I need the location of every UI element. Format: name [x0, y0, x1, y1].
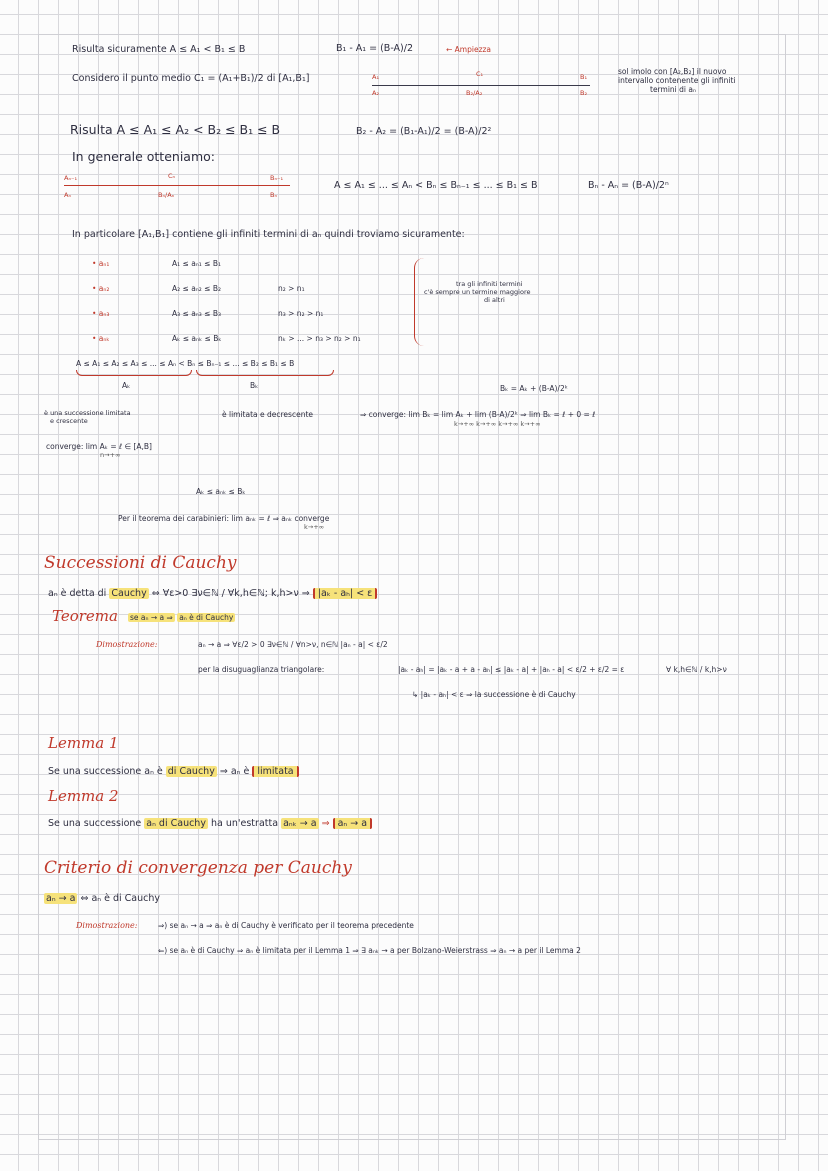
row3-ineq: A₃ ≤ aₙ₃ ≤ B₃	[172, 309, 221, 318]
criterio-hl: aₙ → a	[46, 893, 76, 904]
dim-line-3: ↳ |aₖ - aₕ| < ε ⇒ la successione è di Cauchy	[412, 690, 576, 699]
bk-label: Bₖ	[250, 381, 259, 390]
criterio-dim-label: Dimostrazione:	[76, 921, 138, 930]
brace-note-2: c'è sempre un termine maggiore	[424, 288, 531, 296]
formula-b1-a1: B₁ - A₁ = (B-A)/2	[336, 43, 413, 54]
lemma1-box: limitata	[252, 766, 298, 777]
heading-cauchy: Successioni di Cauchy	[44, 553, 237, 573]
chain-inequality-2: A ≤ A₁ ≤ A₂ ≤ A₃ ≤ ... ≤ Aₙ < Bₙ ≤ Bₙ₋₁ ≤ ... ≤ B₂ ≤ B₁ ≤ B	[76, 359, 295, 368]
chain-inequality: A ≤ A₁ ≤ ... ≤ Aₙ < Bₙ ≤ Bₙ₋₁ ≤ ... ≤ B₁ ≤ B	[334, 180, 538, 191]
row4-cond: nₖ > ... > n₃ > n₂ > n₁	[278, 334, 361, 343]
lemma2-arrow: ⇒	[321, 818, 330, 829]
row2-term: • aₙ₂	[92, 284, 110, 293]
formula-bn-an: Bₙ - Aₙ = (B-A)/2ⁿ	[588, 180, 669, 191]
teorema-heading: Teorema	[52, 607, 118, 625]
seg2-an1: Aₙ₋₁	[64, 174, 78, 182]
criterio-proof-2: ⇐) se aₙ è di Cauchy ⇒ aₙ è limitata per il Lemma 1 ⇒ ∃ aₙₖ → a per Bolzano-Weierstrass ⇒ aₙ → a per il Lemma 2	[158, 946, 581, 955]
ak-label: Aₖ	[122, 381, 131, 390]
rows-brace	[414, 258, 425, 346]
lemma2-box: aₙ → a	[333, 818, 372, 829]
bk-formula: Bₖ = Aₖ + (B-A)/2ᵏ	[500, 384, 568, 393]
ak-brace	[76, 370, 192, 376]
lemma2-heading: Lemma 2	[48, 787, 119, 805]
carabinieri-line: Per il teorema dei carabinieri: lim aₙₖ = ℓ ⇒ aₙₖ converge	[118, 514, 330, 523]
seg2-an: Aₙ	[64, 191, 72, 199]
lemma1-pre: Se una successione aₙ è	[48, 766, 163, 777]
seg1-a2: A₂	[372, 89, 380, 97]
left-note-2: e crescente	[50, 417, 88, 425]
carabinieri-sub: k→+∞	[304, 523, 325, 531]
seg1-a1: A₁	[372, 73, 380, 81]
statement-line1: Risulta sicuramente A ≤ A₁ < B₁ ≤ B	[72, 44, 246, 55]
bk-brace	[196, 370, 334, 376]
formula-b2-a2: B₂ - A₂ = (B₁-A₁)/2 = (B-A)/2²	[356, 126, 492, 137]
criterio-heading: Criterio di convergenza per Cauchy	[44, 858, 352, 878]
converge-left: converge: lim Aₖ = ℓ ∈ [A,B]	[46, 442, 152, 451]
row3-cond: n₃ > n₂ > n₁	[278, 309, 324, 318]
teo-hl: aₙ è di Cauchy	[179, 613, 234, 622]
teo-pre: se aₙ → a ⇒	[130, 613, 173, 622]
sandwich-ineq: Aₖ ≤ aₙₖ ≤ Bₖ	[196, 487, 246, 496]
criterio-post: ⇔ aₙ è di Cauchy	[80, 893, 160, 904]
seg2-bnan: Bₙ/Aₙ	[158, 191, 175, 199]
mid-note: è limitata e decrescente	[222, 410, 313, 419]
lemma1-heading: Lemma 1	[48, 734, 119, 752]
dim-label-1: Dimostrazione:	[96, 640, 158, 649]
brace-note-1: tra gli infiniti termini	[456, 280, 523, 288]
def-pre: aₙ è detta di	[48, 588, 107, 599]
teorema-statement	[128, 613, 235, 622]
seg1-b2: B₂	[580, 89, 588, 97]
dim-line-2: |aₖ - aₕ| = |aₖ - a + a - aₕ| ≤ |aₖ - a| + |aₕ - a| < ε/2 + ε/2 = ε	[398, 665, 625, 674]
side-note-3: termini di aₙ	[650, 85, 696, 94]
side-note-2: intervallo contenente gli infiniti	[618, 76, 736, 85]
seg1-b2a2: B₂/A₂	[466, 89, 483, 97]
dim-line-1: aₙ → a ⇒ ∀ε/2 > 0 ∃ν∈ℕ / ∀n>ν, n∈ℕ |aₙ - a| < ε/2	[198, 640, 388, 649]
converge-note: ⇒ converge: lim Bₖ = lim Aₖ + lim (B-A)/2ᵏ ⇒ lim Bₖ = ℓ + 0 = ℓ	[360, 410, 596, 419]
row2-ineq: A₂ ≤ aₙ₂ ≤ B₂	[172, 284, 221, 293]
def-cauchy-word: Cauchy	[111, 588, 147, 599]
lemma2-mid: ha un'estratta	[211, 818, 279, 829]
converge-left-sub: n→+∞	[100, 451, 121, 459]
seg2-bn: Bₙ	[270, 191, 278, 199]
row1-term: • aₙ₁	[92, 259, 110, 268]
statement-line3: Risulta A ≤ A₁ ≤ A₂ < B₂ ≤ B₁ ≤ B	[70, 122, 281, 137]
dim-line-2-cond: ∀ k,h∈ℕ / k,h>ν	[666, 665, 727, 674]
lemma2-pre: Se una successione	[48, 818, 142, 829]
criterio-proof-1: ⇒) se aₙ → a ⇒ aₙ è di Cauchy è verificato per il teorema precedente	[158, 921, 414, 930]
def-box: |aₖ - aₕ| < ε	[313, 588, 378, 599]
segment-2	[64, 185, 290, 186]
statement-line5: In particolare [A₁,B₁] contiene gli infiniti termini di aₙ quindi troviamo sicuramente:	[72, 229, 465, 240]
statement-line4: In generale otteniamo:	[72, 149, 215, 164]
lemma2-hl1: aₙ di Cauchy	[146, 818, 206, 829]
row4-ineq: Aₖ ≤ aₙₖ ≤ Bₖ	[172, 334, 222, 343]
left-note-1: è una successione limitata	[44, 409, 131, 417]
seg1-c1: C₁	[476, 70, 484, 78]
cauchy-definition	[48, 588, 377, 600]
lemma2-hl2: aₙₖ → a	[283, 818, 317, 829]
segment-1	[372, 85, 590, 86]
lemma2-statement	[48, 818, 372, 830]
row3-term: • aₙ₃	[92, 309, 110, 318]
seg2-cn: Cₙ	[168, 172, 176, 180]
ampiezza-note: ← Ampiezza	[446, 45, 492, 54]
seg1-b1: B₁	[580, 73, 588, 81]
dim-line-2-pre: per la disuguaglianza triangolare:	[198, 665, 325, 674]
lemma1-hl: di Cauchy	[167, 766, 215, 777]
statement-line2: Considero il punto medio C₁ = (A₁+B₁)/2 di [A₁,B₁]	[72, 73, 310, 84]
seg2-bn1: Bₙ₋₁	[270, 174, 284, 182]
row2-cond: n₂ > n₁	[278, 284, 305, 293]
side-note-1: sol imolo con [A₂,B₂] il nuovo	[618, 67, 727, 76]
row4-term: • aₙₖ	[92, 334, 110, 343]
def-post: ⇔ ∀ε>0 ∃ν∈ℕ / ∀k,h∈ℕ; k,h>ν ⇒	[151, 588, 310, 599]
lemma1-statement	[48, 766, 299, 778]
criterio-statement	[44, 893, 160, 905]
brace-note-3: di altri	[484, 296, 505, 304]
page-frame	[38, 34, 786, 1140]
row1-ineq: A₁ ≤ aₙ₁ ≤ B₁	[172, 259, 221, 268]
lemma1-mid: ⇒ aₙ è	[219, 766, 250, 777]
converge-sub: k→+∞ k→+∞ k→+∞ k→+∞	[454, 420, 541, 428]
